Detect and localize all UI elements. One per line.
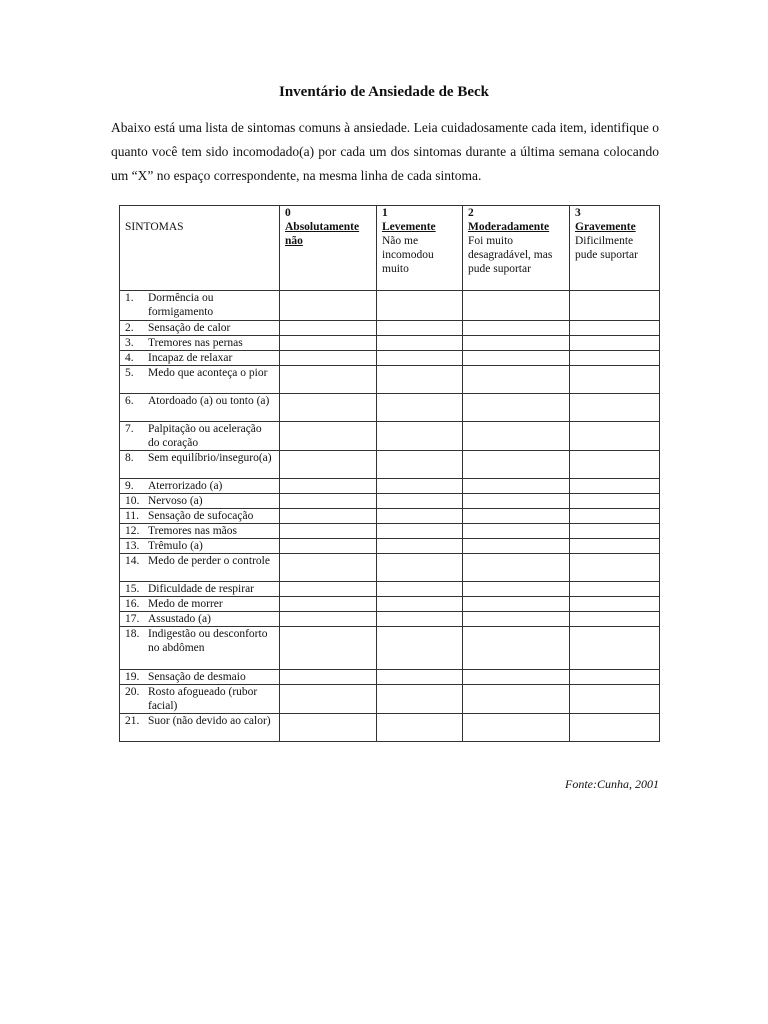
symptom-number: 19. (125, 671, 140, 683)
column-description: Não me incomodou muito (382, 235, 434, 275)
symptom-item (125, 612, 274, 626)
source-citation: Fonte:Cunha, 2001 (565, 777, 659, 791)
symptom-number: 7. (125, 423, 134, 435)
symptom-number: 20. (125, 686, 140, 698)
symptom-number: 16. (125, 598, 140, 610)
answer-cell-1[interactable] (377, 351, 463, 366)
symptom-item (125, 451, 274, 465)
symptom-number: 21. (125, 715, 140, 727)
answer-cell-0[interactable] (280, 321, 377, 336)
symptom-cell (120, 479, 280, 494)
answer-cell-2[interactable] (463, 422, 570, 451)
answer-cell-1[interactable] (377, 524, 463, 539)
table-row (120, 597, 660, 612)
answer-cell-0[interactable] (280, 291, 377, 321)
answer-cell-0[interactable] (280, 554, 377, 582)
answer-cell-0[interactable] (280, 494, 377, 509)
column-description: Dificilmente pude suportar (575, 235, 638, 261)
symptom-cell (120, 597, 280, 612)
symptom-number: 10. (125, 495, 140, 507)
answer-cell-2[interactable] (463, 714, 570, 742)
answer-cell-0[interactable] (280, 627, 377, 670)
table-row (120, 422, 660, 451)
answer-cell-2[interactable] (463, 479, 570, 494)
symptom-item (125, 479, 274, 493)
answer-cell-2[interactable] (463, 524, 570, 539)
symptom-number: 11. (125, 510, 139, 522)
answer-cell-0[interactable] (280, 336, 377, 351)
symptom-number: 2. (125, 322, 134, 334)
answer-cell-3[interactable] (570, 670, 660, 685)
symptom-cell (120, 509, 280, 524)
answer-cell-2[interactable] (463, 291, 570, 321)
symptom-item (125, 554, 274, 568)
answer-cell-1[interactable] (377, 366, 463, 394)
symptom-cell (120, 336, 280, 351)
symptom-number: 3. (125, 337, 134, 349)
answer-cell-1[interactable] (377, 714, 463, 742)
symptom-number: 5. (125, 367, 134, 379)
answer-cell-3[interactable] (570, 612, 660, 627)
column-number: 2 (468, 207, 474, 219)
answer-cell-2[interactable] (463, 539, 570, 554)
symptom-cell (120, 321, 280, 336)
symptom-cell (120, 422, 280, 451)
answer-cell-2[interactable] (463, 509, 570, 524)
column-number: 1 (382, 207, 388, 219)
symptom-text: Sensação de sufocação (148, 510, 254, 522)
answer-cell-3[interactable] (570, 597, 660, 612)
answer-cell-2[interactable] (463, 321, 570, 336)
symptom-number: 14. (125, 555, 140, 567)
symptoms-table (119, 205, 660, 742)
answer-cell-0[interactable] (280, 479, 377, 494)
symptom-item (125, 422, 274, 450)
table-row (120, 336, 660, 351)
symptom-number: 18. (125, 628, 140, 640)
symptom-number: 15. (125, 583, 140, 595)
symptom-text: Medo de perder o controle (148, 555, 270, 567)
answer-cell-1[interactable] (377, 582, 463, 597)
symptoms-header: SINTOMAS (125, 221, 184, 233)
instructions-paragraph: Abaixo está uma lista de sintomas comuns à ansiedade. Leia cuidadosamente cada item, identifique o quanto você tem sido incomodado(a) por cada um dos sintomas durante a última semana colocando um “X” no espaço correspondente, na mesma linha de cada sintoma. (111, 120, 659, 183)
symptom-text: Dormência ou formigamento (148, 292, 214, 318)
symptom-cell (120, 394, 280, 422)
symptom-item (125, 394, 274, 408)
symptoms-header-cell (120, 206, 280, 291)
answer-cell-2[interactable] (463, 351, 570, 366)
answer-cell-3[interactable] (570, 685, 660, 714)
symptom-cell (120, 714, 280, 742)
symptom-item (125, 685, 274, 713)
answer-cell-3[interactable] (570, 291, 660, 321)
column-label: Gravemente (575, 221, 636, 233)
answer-cell-1[interactable] (377, 509, 463, 524)
symptom-text: Trêmulo (a) (148, 540, 203, 552)
column-description: Foi muito desagradável, mas pude suportar (468, 235, 553, 275)
answer-cell-2[interactable] (463, 612, 570, 627)
table-row (120, 554, 660, 582)
symptom-item (125, 582, 274, 596)
answer-cell-1[interactable] (377, 539, 463, 554)
symptom-cell (120, 539, 280, 554)
column-number: 0 (285, 207, 291, 219)
answer-cell-1[interactable] (377, 422, 463, 451)
table-row (120, 291, 660, 321)
symptom-cell (120, 612, 280, 627)
answer-cell-2[interactable] (463, 554, 570, 582)
symptom-number: 12. (125, 525, 140, 537)
answer-cell-1[interactable] (377, 597, 463, 612)
answer-cell-2[interactable] (463, 597, 570, 612)
symptom-item (125, 366, 274, 380)
symptom-item (125, 524, 274, 538)
table-row (120, 351, 660, 366)
symptom-cell (120, 351, 280, 366)
answer-cell-0[interactable] (280, 509, 377, 524)
symptom-cell (120, 366, 280, 394)
table-row (120, 366, 660, 394)
table-row (120, 524, 660, 539)
answer-cell-3[interactable] (570, 627, 660, 670)
table-row (120, 394, 660, 422)
document-title: Inventário de Ansiedade de Beck (278, 84, 489, 100)
answer-cell-2[interactable] (463, 670, 570, 685)
answer-cell-2[interactable] (463, 366, 570, 394)
symptom-number: 9. (125, 480, 134, 492)
answer-cell-1[interactable] (377, 291, 463, 321)
symptom-item (125, 351, 274, 365)
table-row (120, 539, 660, 554)
answer-cell-3[interactable] (570, 394, 660, 422)
answer-cell-3[interactable] (570, 582, 660, 597)
answer-cell-0[interactable] (280, 670, 377, 685)
answer-cell-2[interactable] (463, 394, 570, 422)
answer-cell-3[interactable] (570, 366, 660, 394)
column-header-1 (377, 206, 463, 291)
answer-cell-1[interactable] (377, 554, 463, 582)
answer-cell-1[interactable] (377, 336, 463, 351)
answer-cell-3[interactable] (570, 479, 660, 494)
table-row (120, 509, 660, 524)
symptom-number: 13. (125, 540, 140, 552)
column-header-0 (280, 206, 377, 291)
answer-cell-2[interactable] (463, 336, 570, 351)
answer-cell-1[interactable] (377, 321, 463, 336)
symptom-cell (120, 627, 280, 670)
symptom-text: Suor (não devido ao calor) (148, 715, 271, 727)
answer-cell-0[interactable] (280, 685, 377, 714)
answer-cell-0[interactable] (280, 451, 377, 479)
answer-cell-2[interactable] (463, 494, 570, 509)
answer-cell-1[interactable] (377, 479, 463, 494)
answer-cell-2[interactable] (463, 582, 570, 597)
symptom-text: Sensação de desmaio (148, 671, 246, 683)
symptom-number: 17. (125, 613, 140, 625)
table-row (120, 685, 660, 714)
symptom-cell (120, 554, 280, 582)
symptom-item (125, 509, 274, 523)
symptom-number: 1. (125, 292, 134, 304)
answer-cell-3[interactable] (570, 539, 660, 554)
answer-cell-3[interactable] (570, 351, 660, 366)
answer-cell-0[interactable] (280, 714, 377, 742)
answer-cell-2[interactable] (463, 685, 570, 714)
table-row (120, 612, 660, 627)
symptom-text: Assustado (a) (148, 613, 211, 625)
answer-cell-3[interactable] (570, 554, 660, 582)
symptom-text: Medo que aconteça o pior (148, 367, 268, 379)
symptom-text: Sem equilíbrio/inseguro(a) (148, 452, 272, 464)
answer-cell-1[interactable] (377, 612, 463, 627)
column-label: Moderadamente (468, 221, 550, 233)
table-row (120, 321, 660, 336)
answer-cell-3[interactable] (570, 451, 660, 479)
symptom-text: Dificuldade de respirar (148, 583, 255, 595)
symptom-item (125, 627, 274, 655)
answer-cell-2[interactable] (463, 451, 570, 479)
table-row (120, 451, 660, 479)
symptom-cell (120, 582, 280, 597)
table-row (120, 670, 660, 685)
answer-cell-3[interactable] (570, 714, 660, 742)
answer-cell-0[interactable] (280, 351, 377, 366)
symptom-item (125, 291, 274, 319)
answer-cell-3[interactable] (570, 422, 660, 451)
answer-cell-0[interactable] (280, 422, 377, 451)
answer-cell-0[interactable] (280, 524, 377, 539)
symptom-item (125, 597, 274, 611)
answer-cell-3[interactable] (570, 509, 660, 524)
answer-cell-0[interactable] (280, 582, 377, 597)
symptom-item (125, 670, 274, 684)
symptom-cell (120, 685, 280, 714)
answer-cell-0[interactable] (280, 597, 377, 612)
symptom-cell (120, 291, 280, 321)
column-label: Absolutamente não (285, 221, 360, 247)
column-number: 3 (575, 207, 581, 219)
symptom-cell (120, 524, 280, 539)
answer-cell-0[interactable] (280, 539, 377, 554)
answer-cell-3[interactable] (570, 494, 660, 509)
symptom-text: Rosto afogueado (rubor facial) (148, 686, 258, 712)
answer-cell-1[interactable] (377, 494, 463, 509)
symptom-number: 8. (125, 452, 134, 464)
symptom-text: Atordoado (a) ou tonto (a) (148, 395, 270, 407)
answer-cell-3[interactable] (570, 321, 660, 336)
answer-cell-3[interactable] (570, 336, 660, 351)
answer-cell-1[interactable] (377, 451, 463, 479)
symptom-number: 4. (125, 352, 134, 364)
answer-cell-2[interactable] (463, 627, 570, 670)
symptom-text: Indigestão ou desconforto no abdômen (148, 628, 268, 654)
table-header-row (120, 206, 660, 291)
answer-cell-1[interactable] (377, 394, 463, 422)
table-row (120, 714, 660, 742)
answer-cell-1[interactable] (377, 670, 463, 685)
symptom-text: Tremores nas pernas (148, 337, 243, 349)
column-header-3 (570, 206, 660, 291)
table-row (120, 494, 660, 509)
table-row (120, 582, 660, 597)
column-header-2 (463, 206, 570, 291)
symptom-text: Sensação de calor (148, 322, 231, 334)
symptom-number: 6. (125, 395, 134, 407)
symptom-cell (120, 451, 280, 479)
symptom-text: Incapaz de relaxar (148, 352, 233, 364)
answer-cell-0[interactable] (280, 394, 377, 422)
symptom-item (125, 321, 274, 335)
table-row (120, 627, 660, 670)
symptom-text: Medo de morrer (148, 598, 223, 610)
table-row (120, 479, 660, 494)
column-label: Levemente (382, 221, 436, 233)
symptom-item (125, 494, 274, 508)
answer-cell-1[interactable] (377, 627, 463, 670)
symptom-item (125, 539, 274, 553)
symptom-text: Aterrorizado (a) (148, 480, 223, 492)
answer-cell-1[interactable] (377, 685, 463, 714)
symptom-text: Tremores nas mãos (148, 525, 238, 537)
symptom-item (125, 336, 274, 350)
symptom-cell (120, 494, 280, 509)
answer-cell-3[interactable] (570, 524, 660, 539)
symptoms-body (120, 291, 660, 742)
symptom-cell (120, 670, 280, 685)
symptom-item (125, 714, 274, 728)
answer-cell-0[interactable] (280, 366, 377, 394)
symptom-text: Palpitação ou aceleração do coração (148, 423, 262, 449)
symptom-text: Nervoso (a) (148, 495, 203, 507)
answer-cell-0[interactable] (280, 612, 377, 627)
